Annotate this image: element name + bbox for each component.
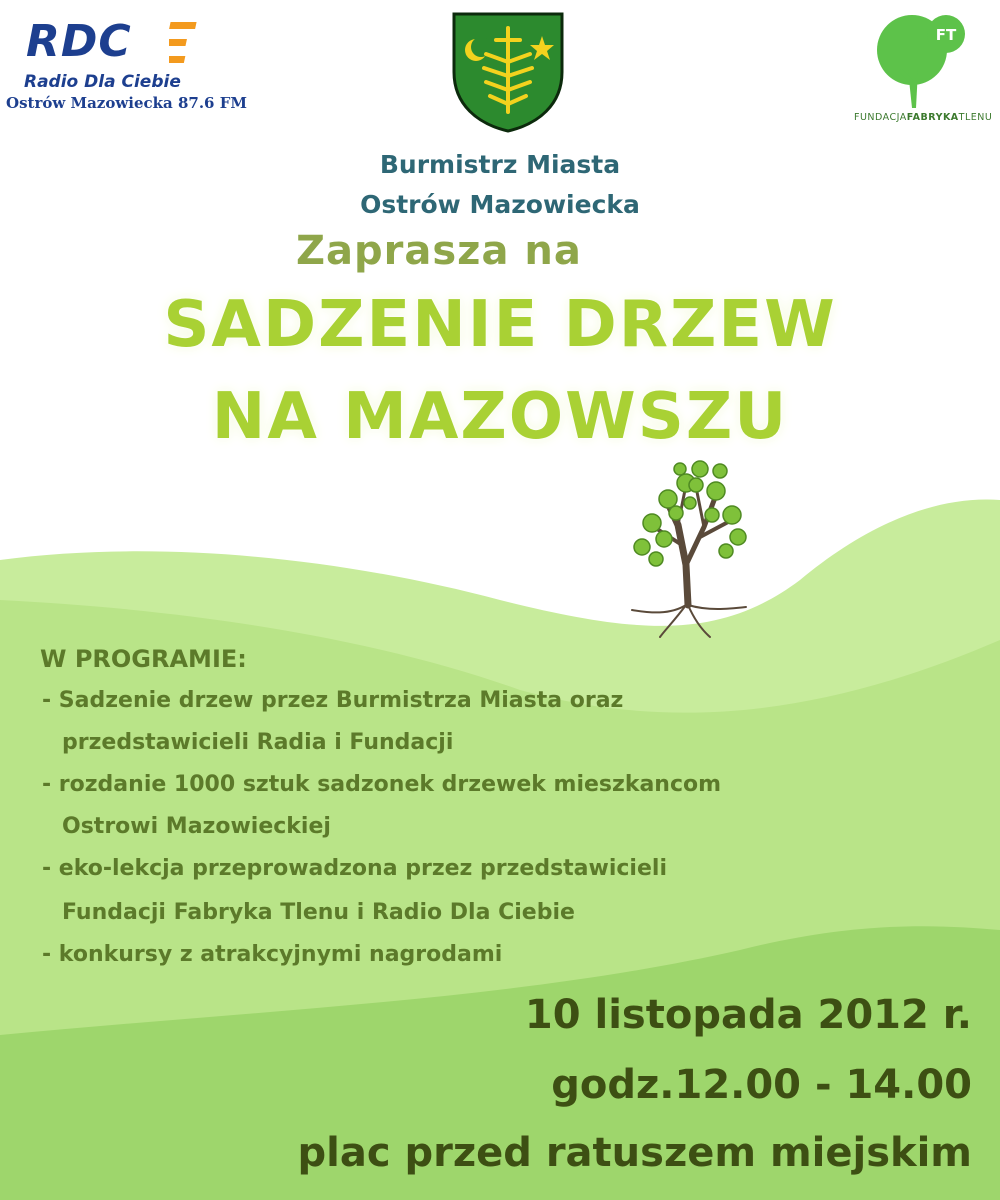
- rdc-logo: [6, 14, 247, 114]
- event-date: 10 listopada 2012 r.: [524, 992, 972, 1038]
- event-time: godz.12.00 - 14.00: [551, 1062, 972, 1108]
- program-line-3: - rozdanie 1000 sztuk sadzonek drzewek mieszkancom: [42, 772, 722, 797]
- rdc-logo-text: RDC: [26, 16, 132, 67]
- headline-line-1: SADZENIE DRZEW: [163, 288, 837, 362]
- coat-of-arms-icon: [450, 10, 566, 134]
- organizer-line-1: Burmistrz Miasta: [379, 150, 621, 179]
- program-line-7: - konkursy z atrakcyjnymi nagrodami: [42, 942, 503, 967]
- program-line-1: - Sadzenie drzew przez Burmistrza Miasta oraz: [42, 688, 624, 713]
- rdc-tagline: Radio Dla Ciebie: [24, 72, 181, 92]
- tree-icon: [620, 455, 760, 640]
- organizer-line-2: Ostrów Mazowiecka: [360, 190, 640, 219]
- ft-tree-icon: [848, 8, 996, 112]
- rdc-e-icon: [169, 20, 199, 66]
- program-line-2: przedstawicieli Radia i Fundacji: [62, 730, 454, 755]
- fundacja-name: FUNDACJAFABRYKATLENU: [854, 112, 993, 123]
- program-line-6: Fundacji Fabryka Tlenu i Radio Dla Ciebie: [62, 900, 575, 925]
- event-place: plac przed ratuszem miejskim: [297, 1130, 972, 1176]
- headline-line-2: NA MAZOWSZU: [211, 380, 789, 454]
- ft-badge: FT: [935, 26, 957, 44]
- program-title: W PROGRAMIE:: [40, 645, 247, 673]
- program-line-5: - eko-lekcja przeprowadzona przez przedstawicieli: [42, 856, 667, 881]
- invite-text: Zaprasza na: [296, 228, 582, 274]
- program-line-4: Ostrowi Mazowieckiej: [62, 814, 331, 839]
- rdc-frequency: Ostrów Mazowiecka 87.6 FM: [6, 94, 247, 112]
- fundacja-logo: [848, 8, 996, 133]
